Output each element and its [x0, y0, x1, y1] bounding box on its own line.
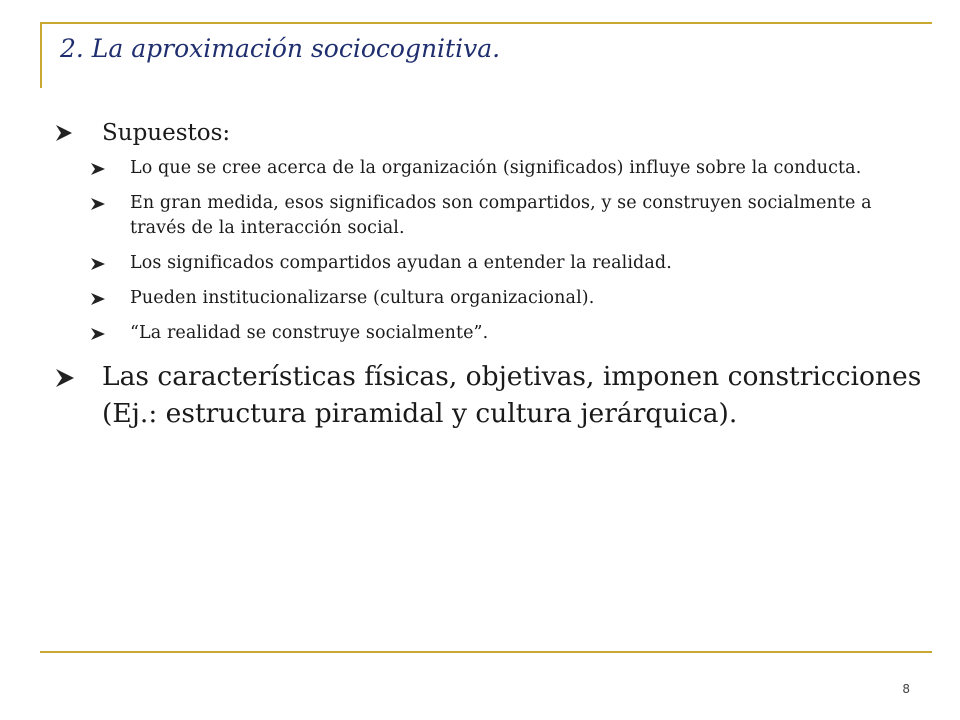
arrow-bullet-icon [54, 368, 76, 388]
sub-bullet [90, 251, 930, 276]
sub-bullet-text: Los significados compartidos ayudan a entender la realidad. [130, 253, 672, 273]
sub-bullet-text: Lo que se cree acerca de la organización (significados) influye sobre la conducta. [130, 158, 862, 178]
sub-bullet [90, 156, 930, 181]
arrow-bullet-icon [90, 327, 106, 341]
arrow-bullet-icon [90, 162, 106, 176]
sub-bullet-text: “La realidad se construye socialmente”. [130, 323, 489, 343]
slide-title: 2. La aproximación sociocognitiva. [60, 34, 501, 63]
arrow-bullet-icon [54, 124, 74, 142]
arrow-bullet-icon [90, 292, 106, 306]
left-divider [40, 22, 42, 88]
bullet-text: Supuestos: [102, 120, 231, 146]
sub-bullet [90, 321, 930, 346]
bullet-supuestos [50, 116, 930, 150]
sub-bullet-text: Pueden institucionalizarse (cultura organizacional). [130, 288, 595, 308]
page-number: 8 [902, 682, 910, 696]
slide-content [50, 116, 930, 432]
bottom-divider [40, 651, 932, 653]
arrow-bullet-icon [90, 257, 106, 271]
bullet-caracteristicas [50, 358, 930, 432]
sub-bullet [90, 286, 930, 311]
bullet-text: Las características físicas, objetivas, imponen constricciones (Ej.: estructura piramidal y cultura jerárquica). [102, 361, 922, 429]
sub-bullet [90, 191, 930, 241]
sub-bullet-text: En gran medida, esos significados son compartidos, y se construyen socialmente a través de la interacción social. [130, 193, 872, 238]
sub-bullet-list [50, 156, 930, 346]
arrow-bullet-icon [90, 197, 106, 211]
top-divider [40, 22, 932, 24]
